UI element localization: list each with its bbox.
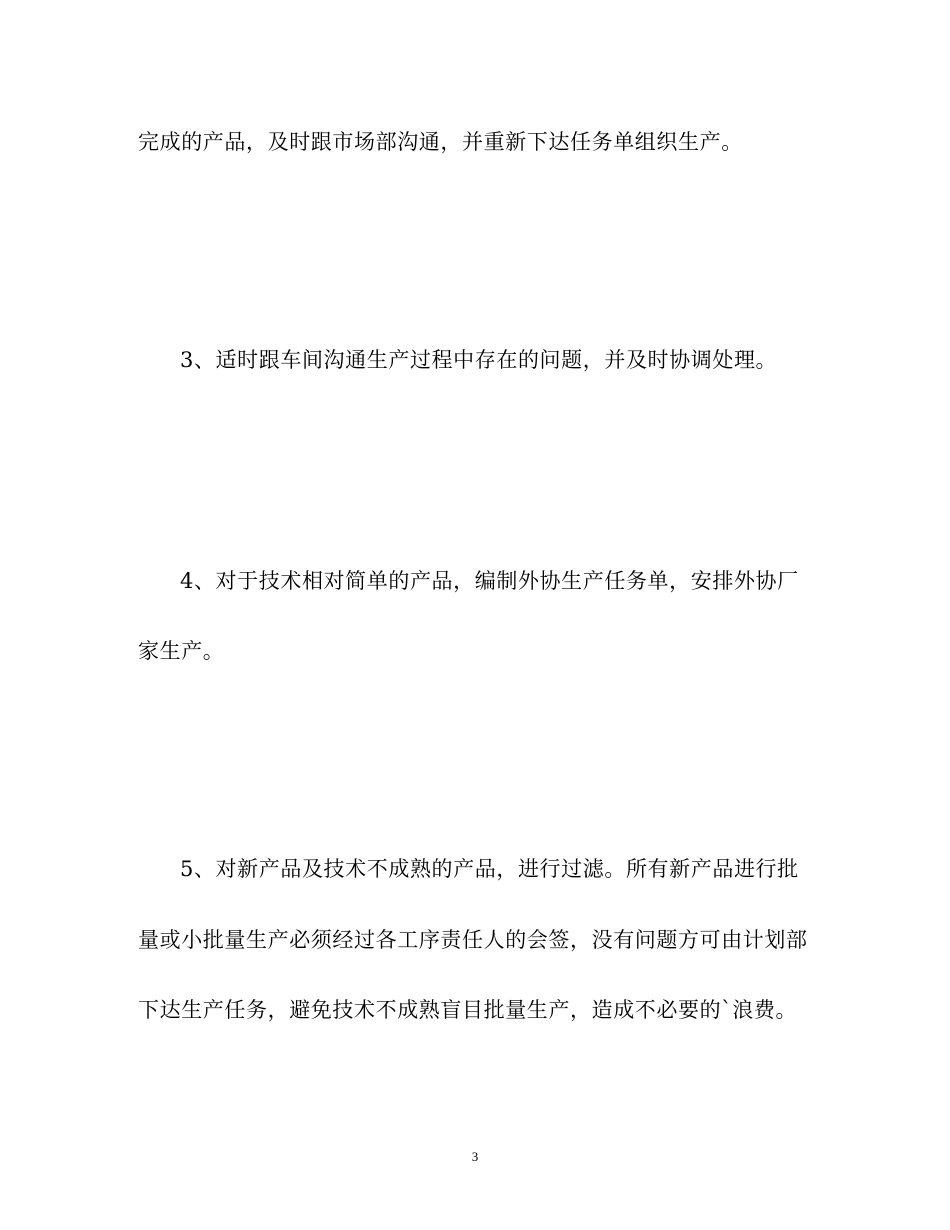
paragraph-continuation-line-1: 完成的产品，及时跟市场部沟通，并重新下达任务单组织生产。 xyxy=(138,130,743,154)
page-number: 3 xyxy=(471,1149,479,1164)
paragraph-item-4-line-1: 4、对于技术相对简单的产品，编制外协生产任务单，安排外协厂 xyxy=(180,569,799,593)
paragraph-item-5-line-1: 5、对新产品及技术不成熟的产品，进行过滤。所有新产品进行批 xyxy=(180,857,799,881)
paragraph-item-3-line-1: 3、适时跟车间沟通生产过程中存在的问题，并及时协调处理。 xyxy=(180,348,778,372)
paragraph-item-5-line-2: 量或小批量生产必须经过各工序责任人的会签，没有问题方可由计划部 xyxy=(138,928,808,952)
paragraph-item-4-line-2: 家生产。 xyxy=(138,639,225,663)
paragraph-item-5-line-3: 下达生产任务，避免技术不成熟盲目批量生产，造成不必要的`浪费。 xyxy=(138,998,798,1022)
